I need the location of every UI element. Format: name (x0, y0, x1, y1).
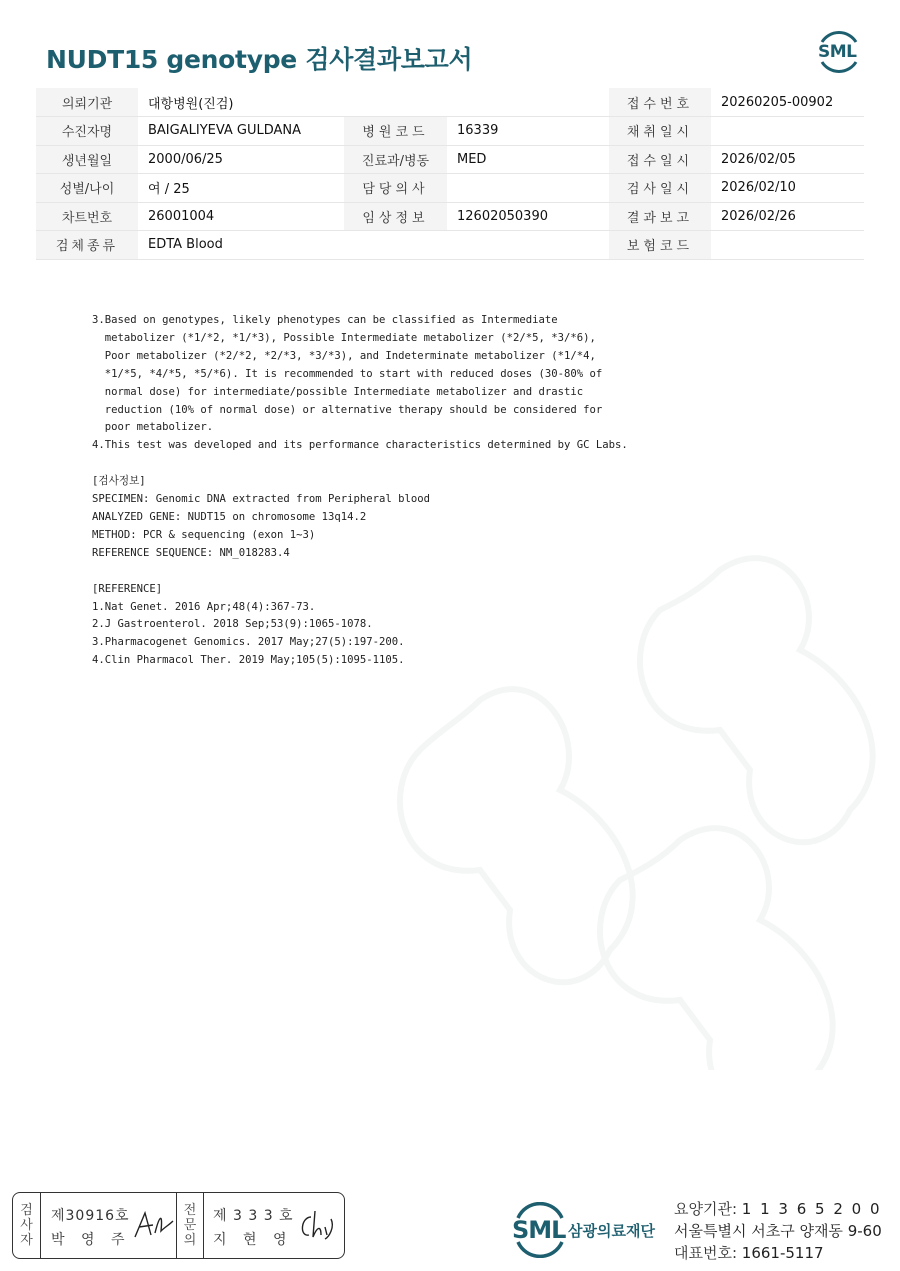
body-line: 4.This test was developed and its performance characteristics determined by GC Labs. (92, 439, 628, 452)
body-line: reduction (10% of normal dose) or alternative therapy should be considered for (92, 403, 603, 416)
value-hospital-code: 16339 (447, 117, 609, 146)
label-receipt-date: 접수일시 (609, 145, 711, 174)
table-row (36, 145, 864, 174)
label-char: 사 (20, 1218, 33, 1233)
body-line: SPECIMEN: Genomic DNA extracted from Peripheral blood (92, 493, 431, 506)
body-line: METHOD: PCR & sequencing (exon 1~3) (92, 528, 316, 541)
body-line: *1/*5, *4/*5, *5/*6). It is recommended to start with reduced doses (30-80% of (92, 367, 603, 380)
examiner-label (13, 1193, 41, 1258)
value-specimen-type: EDTA Blood (138, 231, 344, 260)
examiner-signature-icon (131, 1207, 175, 1243)
patient-info-table (36, 88, 864, 260)
value-clinical-info: 12602050390 (447, 202, 609, 231)
body-line: 3.Based on genotypes, likely phenotypes can be classified as Intermediate (92, 314, 558, 326)
label-test-date: 검사일시 (609, 174, 711, 203)
table-row (36, 174, 864, 203)
label-chart-no: 차트번호 (36, 202, 138, 231)
body-line: REFERENCE SEQUENCE: NM_018283.4 (92, 546, 290, 559)
table-row (36, 117, 864, 146)
logo-text: SML (818, 42, 857, 62)
label-char: 자 (20, 1233, 33, 1248)
body-line: 4.Clin Pharmacol Ther. 2019 May;105(5):1095-1105. (92, 654, 405, 667)
label-department: 진료과/병동 (344, 145, 447, 174)
empty-cell (447, 231, 609, 260)
empty-cell (447, 88, 609, 117)
table-row (36, 202, 864, 231)
value-requesting-org: 대항병원(진검) (138, 88, 344, 117)
footer-info (674, 1198, 882, 1264)
specialist-label (176, 1193, 204, 1258)
value-receipt-no: 20260205-00902 (711, 88, 864, 117)
body-line: Poor metabolizer (*2/*2, *2/*3, *3/*3), and Indeterminate metabolizer (*1/*4, (92, 349, 596, 362)
body-line: 3.Pharmacogenet Genomics. 2017 May;27(5):197-200. (92, 636, 405, 649)
table-row (36, 88, 864, 117)
label-char: 전 (183, 1203, 197, 1218)
label-char: 의 (183, 1233, 197, 1248)
value-chart-no: 26001004 (138, 202, 344, 231)
body-line: normal dose) for intermediate/possible Intermediate metabolizer and drastic (92, 385, 584, 398)
value-birth-date: 2000/06/25 (138, 145, 344, 174)
body-line (92, 455, 628, 473)
org-code: 1 1 3 6 5 2 0 0 (741, 1200, 882, 1218)
body-line: 2.J Gastroenterol. 2018 Sep;53(9):1065-1078. (92, 618, 373, 631)
value-sex-age: 여 / 25 (138, 174, 344, 203)
report-body (92, 312, 628, 670)
specialist-license-no: 제 3 3 3 호 (213, 1208, 294, 1224)
body-line: [REFERENCE] (92, 582, 163, 595)
value-result-report: 2026/02/26 (711, 202, 864, 231)
body-line: ANALYZED GENE: NUDT15 on chromosome 13q14.2 (92, 510, 367, 523)
label-receipt-no: 접수번호 (609, 88, 711, 117)
phone-number: 1661-5117 (741, 1244, 824, 1262)
value-doctor (447, 174, 609, 203)
org-code-label: 요양기관: (674, 1200, 738, 1218)
value-test-date: 2026/02/10 (711, 174, 864, 203)
footer-logo (510, 1202, 660, 1258)
label-requesting-org: 의뢰기관 (36, 88, 138, 117)
empty-cell (344, 231, 447, 260)
body-line: metabolizer (*1/*2, *1/*3), Possible Intermediate metabolizer (*2/*5, *3/*6), (92, 331, 596, 344)
value-collection-date (711, 117, 864, 146)
label-collection-date: 채취일시 (609, 117, 711, 146)
specialist-signature-icon (295, 1207, 339, 1243)
signature-box (12, 1192, 345, 1259)
org-address: 서울특별시 서초구 양재동 9-60 (674, 1222, 882, 1240)
value-department: MED (447, 145, 609, 174)
label-birth-date: 생년월일 (36, 145, 138, 174)
body-line (92, 563, 628, 581)
sml-logo (814, 28, 864, 76)
label-sex-age: 성별/나이 (36, 174, 138, 203)
label-result-report: 결과보고 (609, 202, 711, 231)
label-clinical-info: 임상정보 (344, 202, 447, 231)
value-receipt-date: 2026/02/05 (711, 145, 864, 174)
page-title: NUDT15 genotype 검사결과보고서 (46, 45, 473, 74)
label-insurance-code: 보험코드 (609, 231, 711, 260)
examiner-license-no: 제30916호 (51, 1208, 130, 1224)
body-line: poor metabolizer. (92, 421, 214, 434)
examiner-name: 박 영 주 (51, 1232, 131, 1248)
phone-label: 대표번호: (674, 1244, 738, 1262)
body-line: [검사정보] (92, 475, 146, 488)
table-row (36, 231, 864, 260)
body-line: 1.Nat Genet. 2016 Apr;48(4):367-73. (92, 600, 316, 613)
label-specimen-type: 검체종류 (36, 231, 138, 260)
label-doctor: 담당의사 (344, 174, 447, 203)
value-patient-name: BAIGALIYEVA GULDANA (138, 117, 344, 146)
empty-cell (344, 88, 447, 117)
label-char: 검 (20, 1203, 33, 1218)
label-hospital-code: 병원코드 (344, 117, 447, 146)
org-name: 삼광의료재단 (568, 1222, 655, 1240)
specialist-name: 지 현 영 (213, 1232, 293, 1248)
footer-logo-text: SML (512, 1216, 566, 1244)
value-insurance-code (711, 231, 864, 260)
label-patient-name: 수진자명 (36, 117, 138, 146)
label-char: 문 (183, 1218, 197, 1233)
